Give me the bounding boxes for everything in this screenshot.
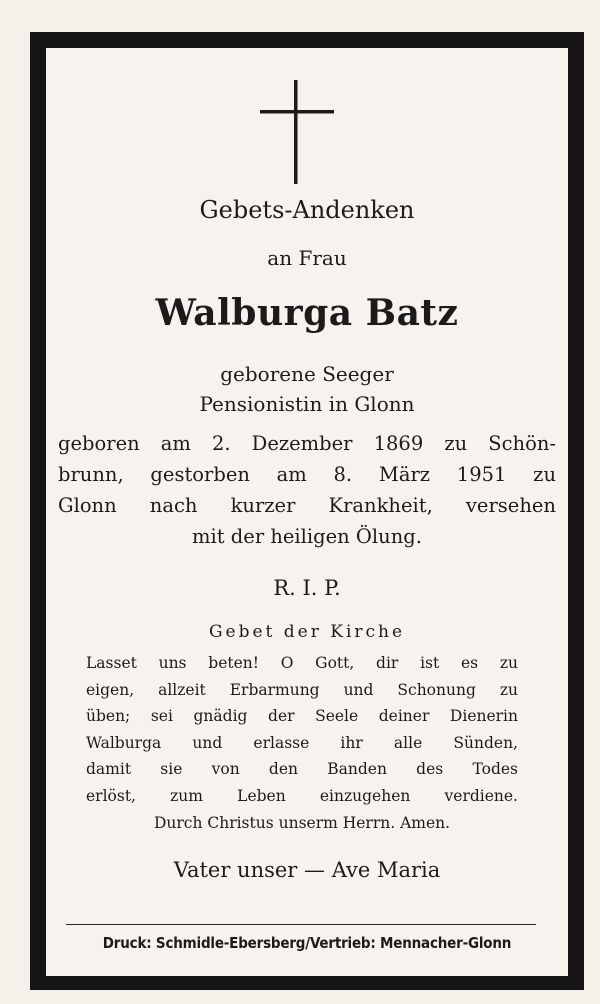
birth-name: geborene Seeger bbox=[220, 362, 394, 386]
prayer-title: Gebet der Kirche bbox=[208, 622, 406, 642]
prayer-text bbox=[86, 650, 518, 836]
biography-line: mit der heiligen Ölung. bbox=[192, 525, 422, 548]
biography-line: geboren am 2. Dezember 1869 zu Schön- bbox=[58, 432, 556, 455]
printer-credit: Druck: Schmidle-Ebersberg/Vertrieb: Mennacher-Glonn bbox=[102, 934, 512, 952]
prayer-line: Lasset uns beten! O Gott, dir ist es zu bbox=[86, 654, 518, 672]
prayer-line: üben; sei gnädig der Seele deiner Dienerin bbox=[86, 707, 518, 726]
occupation: Pensionistin in Glonn bbox=[199, 392, 415, 416]
prayer-line: Walburga und erlasse ihr alle Sünden, bbox=[86, 733, 518, 752]
deceased-name: Walburga Batz bbox=[155, 292, 459, 334]
divider bbox=[66, 924, 536, 925]
card-heading: Gebets-Andenken bbox=[199, 196, 415, 224]
prayer-line: Durch Christus unserm Herrn. Amen. bbox=[153, 813, 451, 832]
closing-prayers: Vater unser — Ave Maria bbox=[173, 858, 441, 882]
prayer-line: eigen, allzeit Erbarmung und Schonung zu bbox=[86, 680, 518, 699]
biography bbox=[58, 428, 556, 552]
prayer-line: erlöst, zum Leben einzugehen verdiene. bbox=[86, 786, 518, 805]
salutation: an Frau bbox=[267, 246, 347, 270]
biography-line: Glonn nach kurzer Krankheit, versehen bbox=[58, 494, 556, 517]
prayer-line: damit sie von den Banden des Todes bbox=[86, 760, 518, 779]
latin-cross-icon bbox=[260, 80, 334, 184]
rip: R. I. P. bbox=[273, 576, 341, 600]
biography-line: brunn, gestorben am 8. März 1951 zu bbox=[58, 463, 556, 486]
